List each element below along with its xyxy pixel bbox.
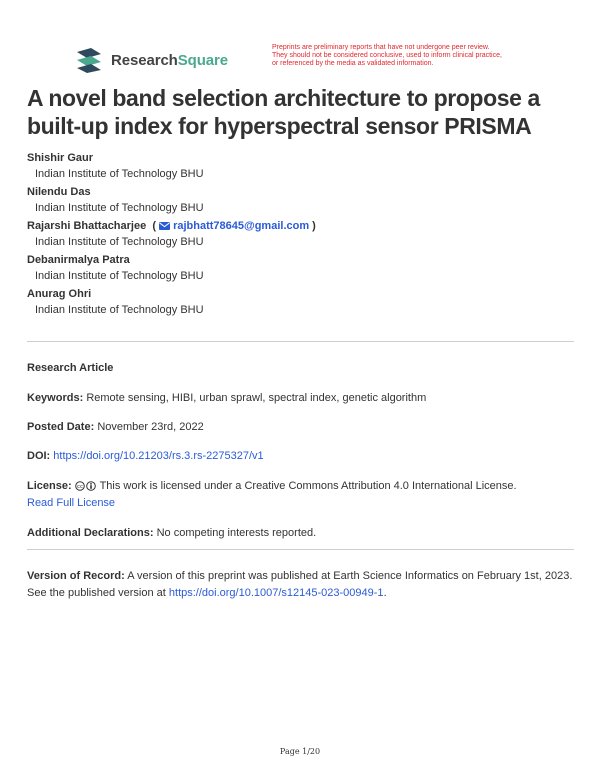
author-name: Shishir Gaur (27, 152, 94, 164)
creative-commons-icon (75, 481, 97, 491)
keywords-row: Keywords: Remote sensing, HIBI, urban sprawl, spectral index, genetic algorithm (27, 392, 427, 404)
vor-text: A version of this preprint was published at Earth Science Informatics on February 1st, 2023. See the published version at (27, 570, 573, 599)
declarations-value: No competing interests reported. (156, 527, 317, 539)
logo-text: ResearchSquare (111, 51, 229, 69)
envelope-icon (159, 222, 170, 230)
header (75, 46, 545, 76)
author-affiliation: Indian Institute of Technology BHU (35, 270, 204, 282)
doi-row: DOI: https://doi.org/10.21203/rs.3.rs-2275327/v1 (27, 450, 264, 462)
posted-date-row: Posted Date: November 23rd, 2022 (27, 421, 204, 433)
author-name-with-email: Rajarshi Bhattacharjee ( rajbhatt78645@gmail.com ) (27, 220, 316, 232)
svg-text:cc: cc (76, 484, 83, 491)
author-name: Anurag Ohri (27, 288, 92, 300)
author-email-link[interactable]: rajbhatt78645@gmail.com (173, 220, 310, 232)
paper-title: A novel band selection architecture to propose a built-up index for hyperspectral sensor PRISMA (27, 85, 540, 139)
license-text: This work is licensed under a Creative Commons Attribution 4.0 International License. (99, 480, 517, 492)
author-affiliation: Indian Institute of Technology BHU (35, 202, 204, 214)
author-affiliation: Indian Institute of Technology BHU (35, 304, 204, 316)
vor-doi-link[interactable]: https://doi.org/10.1007/s12145-023-00949-1 (168, 587, 384, 599)
author-affiliation: Indian Institute of Technology BHU (35, 236, 204, 248)
posted-date-value: November 23rd, 2022 (97, 421, 204, 433)
page-number: Page 1/20 (279, 747, 321, 756)
author-item (27, 218, 577, 250)
research-square-logo-icon (75, 46, 103, 74)
author-item (27, 252, 577, 284)
research-square-logo[interactable] (75, 46, 228, 74)
divider (27, 549, 574, 550)
declarations-row: Additional Declarations: No competing interests reported. (27, 527, 317, 539)
author-affiliation: Indian Institute of Technology BHU (35, 168, 204, 180)
preprint-notice: Preprints are preliminary reports that have not undergone peer review. They should not be considered conclusive, used to inform clinical practice, or referenced by the media as validated information. (272, 44, 502, 67)
author-name: Nilendu Das (27, 186, 91, 198)
author-item (27, 150, 577, 182)
author-name: Debanirmalya Patra (27, 254, 130, 266)
version-of-record: Version of Record: A version of this preprint was published at Earth Science Informatics on February 1st, 2023. See the published version at https://doi.org/10.1007/s12145-023-00949-1. (27, 570, 573, 599)
article-type: Research Article (27, 362, 114, 374)
read-full-license-link[interactable]: Read Full License (27, 497, 116, 509)
license-row: License: cc This work is licensed under a Creative Commons Attribution 4.0 International License. Read Full License (27, 480, 517, 509)
doi-link[interactable]: https://doi.org/10.21203/rs.3.rs-2275327/v1 (53, 450, 264, 462)
divider (27, 341, 574, 342)
author-list (27, 150, 577, 320)
author-item (27, 286, 577, 318)
keywords-value: Remote sensing, HIBI, urban sprawl, spectral index, genetic algorithm (86, 392, 427, 404)
author-item (27, 184, 577, 216)
